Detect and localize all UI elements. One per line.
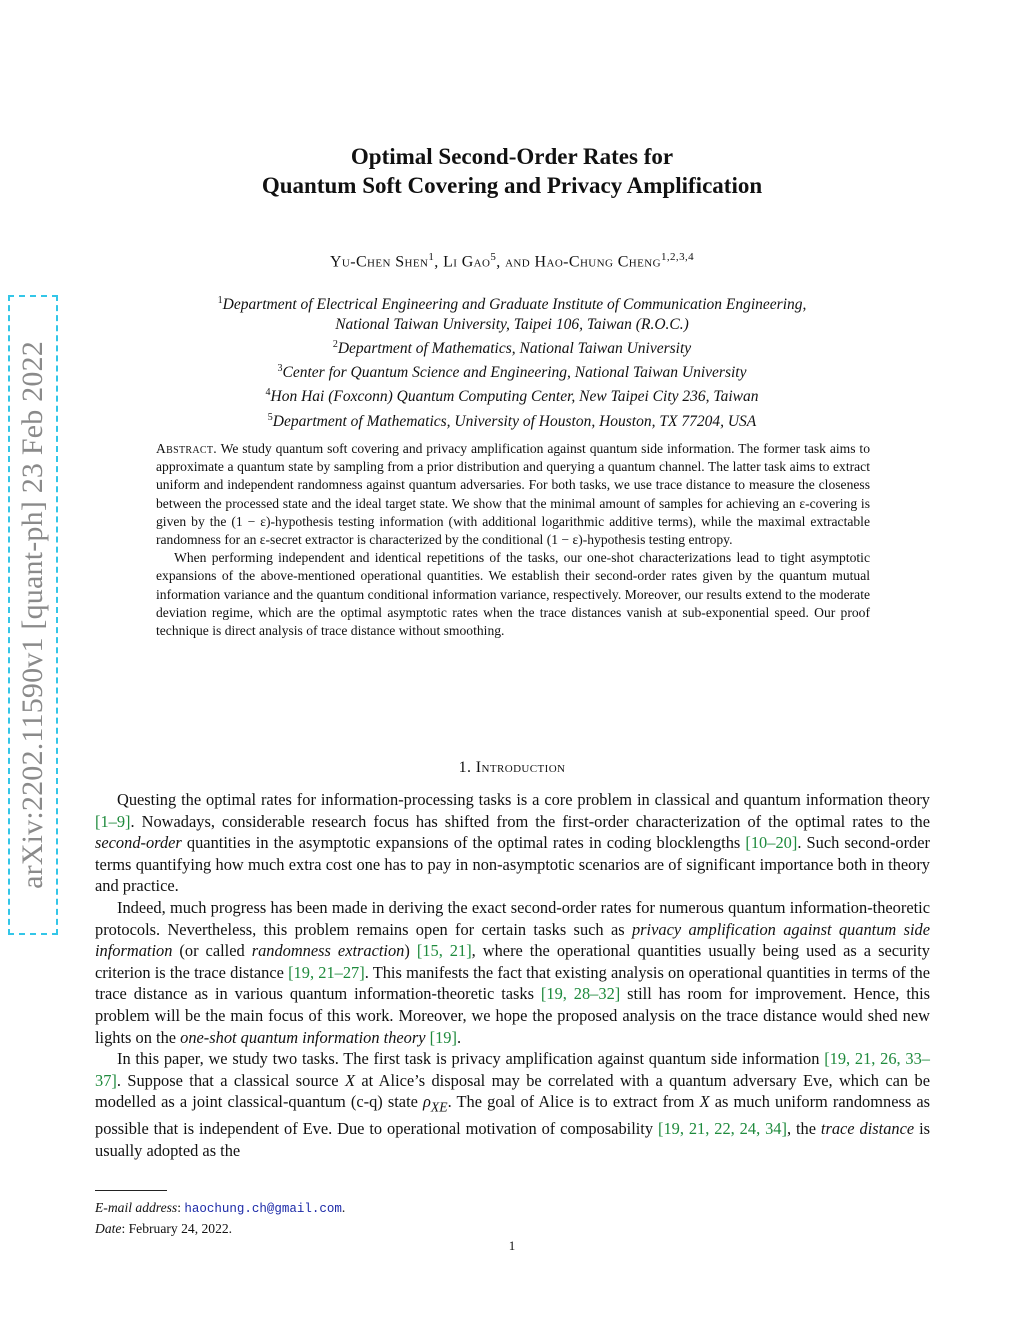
author-separator: , and bbox=[496, 253, 535, 271]
affiliation-line: $^2$Department of Mathematics, National Taiwan University bbox=[332, 339, 692, 358]
footnotes bbox=[95, 1198, 345, 1238]
math-symbol: X bbox=[344, 1070, 355, 1090]
author-1-affil: 1 bbox=[428, 251, 435, 263]
citation-link[interactable]: [19] bbox=[429, 1027, 457, 1047]
title-line-1: Optimal Second-Order Rates for bbox=[350, 144, 674, 169]
author-3-affil: 1,2,3,4 bbox=[660, 251, 695, 263]
citation-link[interactable]: [15, 21] bbox=[416, 941, 472, 961]
citation-link[interactable]: [1–9] bbox=[95, 811, 131, 831]
author-3: Hao-Chung Cheng bbox=[534, 253, 661, 271]
citation-link[interactable]: [19, 28–32] bbox=[540, 984, 621, 1004]
affiliation-line: $^4$Hon Hai (Foxconn) Quantum Computing Center, New Taipei City 236, Taiwan bbox=[265, 387, 759, 406]
arxiv-stamp-text: arXiv:2202.11590v1 [quant-ph] 23 Feb 2022 bbox=[16, 341, 50, 889]
introduction-body bbox=[95, 789, 930, 1161]
affiliation-line: $^1$Department of Electrical Engineering and Graduate Institute of Communication Engineering, bbox=[217, 295, 807, 314]
paper-title bbox=[0, 142, 1024, 200]
affiliations bbox=[0, 291, 1024, 432]
author-1: Yu-Chen Shen bbox=[329, 253, 429, 271]
author-separator: , bbox=[434, 253, 444, 271]
section-heading: 1. Introduction bbox=[458, 759, 566, 776]
intro-paragraph-1: Questing the optimal rates for information-processing tasks is a core problem in classical and quantum information theory [1–9]. Nowadays, considerable research focus has shifted from the first-order characterization of the optimal rates to the second-order quantities in the asymptotic expansions of the optimal rates in coding blocklengths [10–20]. Such second-order terms quantifying how much extra cost one has to pay in non-asymptotic scenarios are of significant importance both in theory and practice. bbox=[95, 790, 930, 896]
email-link[interactable]: haochung.ch@gmail.com bbox=[184, 1202, 342, 1216]
abstract bbox=[156, 440, 870, 640]
citation-link[interactable]: [19, 21, 22, 24, 34] bbox=[657, 1119, 787, 1139]
author-2-affil: 5 bbox=[490, 251, 497, 263]
abstract-heading: Abstract. bbox=[156, 441, 217, 456]
date-footnote: Date: February 24, 2022. bbox=[95, 1221, 233, 1236]
affiliation-line: National Taiwan University, Taipei 106, Taiwan (R.O.C.) bbox=[335, 316, 689, 334]
email-footnote: E-mail address: haochung.ch@gmail.com. bbox=[95, 1200, 346, 1216]
title-line-2: Quantum Soft Covering and Privacy Amplification bbox=[261, 173, 763, 198]
page-number: 1 bbox=[508, 1238, 516, 1253]
citation-link[interactable]: [19, 21–27] bbox=[288, 962, 365, 982]
affiliation-line: $^3$Center for Quantum Science and Engineering, National Taiwan University bbox=[277, 363, 747, 382]
intro-paragraph-3: In this paper, we study two tasks. The first task is privacy amplification against quantum side information [19, 21, 26, 33–37]. Suppose that a classical source X at Alice’s disposal may be correlated with a quantum adversary Eve, which can be modelled as a joint classical-quantum (c-q) state $\rho_{XE}$. The goal of Alice is to extract from X as much uniform randomness as possible that is independent of Eve. Due to operational motivation of composability [19, 21, 22, 24, 34], the trace distance is usually adopted as the bbox=[95, 1049, 931, 1160]
intro-paragraph-2: Indeed, much progress has been made in deriving the exact second-order rates for numerous quantum information-theoretic protocols. Nevertheless, this problem remains open for certain tasks such as privacy amplification against quantum side information (or called randomness extraction) [15, 21], where the operational quantities usually being used as a security criterion is the trace distance [19, 21–27]. This manifests the fact that existing analysis on operational quantities in terms of the trace distance as in various quantum information-theoretic tasks [19, 28–32] still has room for improvement. Hence, this problem will be the main focus of this work. Moreover, we hope the proposed analysis on the trace distance would shed new lights on the one-shot quantum information theory [19]. bbox=[95, 897, 931, 1047]
affiliation-line: $^5$Department of Mathematics, University of Houston, Houston, TX 77204, USA bbox=[267, 411, 757, 430]
footnote-divider bbox=[95, 1190, 167, 1191]
citation-link[interactable]: [10–20] bbox=[745, 833, 798, 853]
citation-link[interactable]: [19, 21, 26, 33–37] bbox=[95, 1049, 930, 1090]
math-symbol: ρ bbox=[423, 1092, 431, 1112]
abstract-paragraph-2: When performing independent and identical repetitions of the tasks, our one-shot characterizations lead to tight asymptotic expansions of the above-mentioned operational quantities. We establish their second-order rates given by the quantum mutual information variance and the quantum conditional information variance, respectively. Moreover, our results extend to the moderate deviation regime, which are the optimal asymptotic rates when the trace distances vanish at sub-exponential speed. Our proof technique is direct analysis of trace distance without smoothing. bbox=[156, 550, 870, 639]
abstract-paragraph-1: Abstract. We study quantum soft covering and privacy amplification against quantum side information. The former task aims to approximate a quantum state by sampling from a prior distribution and querying a quantum channel. The latter task aims to extract uniform and independent randomness against quantum adversaries. For both tasks, we use trace distance to measure the closeness between the processed state and the ideal target state. We show that the minimal amount of samples for achieving an ε-covering is given by the (1 − ε)-hypothesis testing information (with additional logarithmic additive terms), while the maximal extractable randomness for an ε-secret extractor is characterized by the conditional (1 − ε)-hypothesis testing entropy. bbox=[156, 441, 871, 548]
author-2: Li Gao bbox=[443, 253, 491, 271]
author-list bbox=[0, 251, 1024, 271]
math-symbol: X bbox=[699, 1092, 710, 1112]
